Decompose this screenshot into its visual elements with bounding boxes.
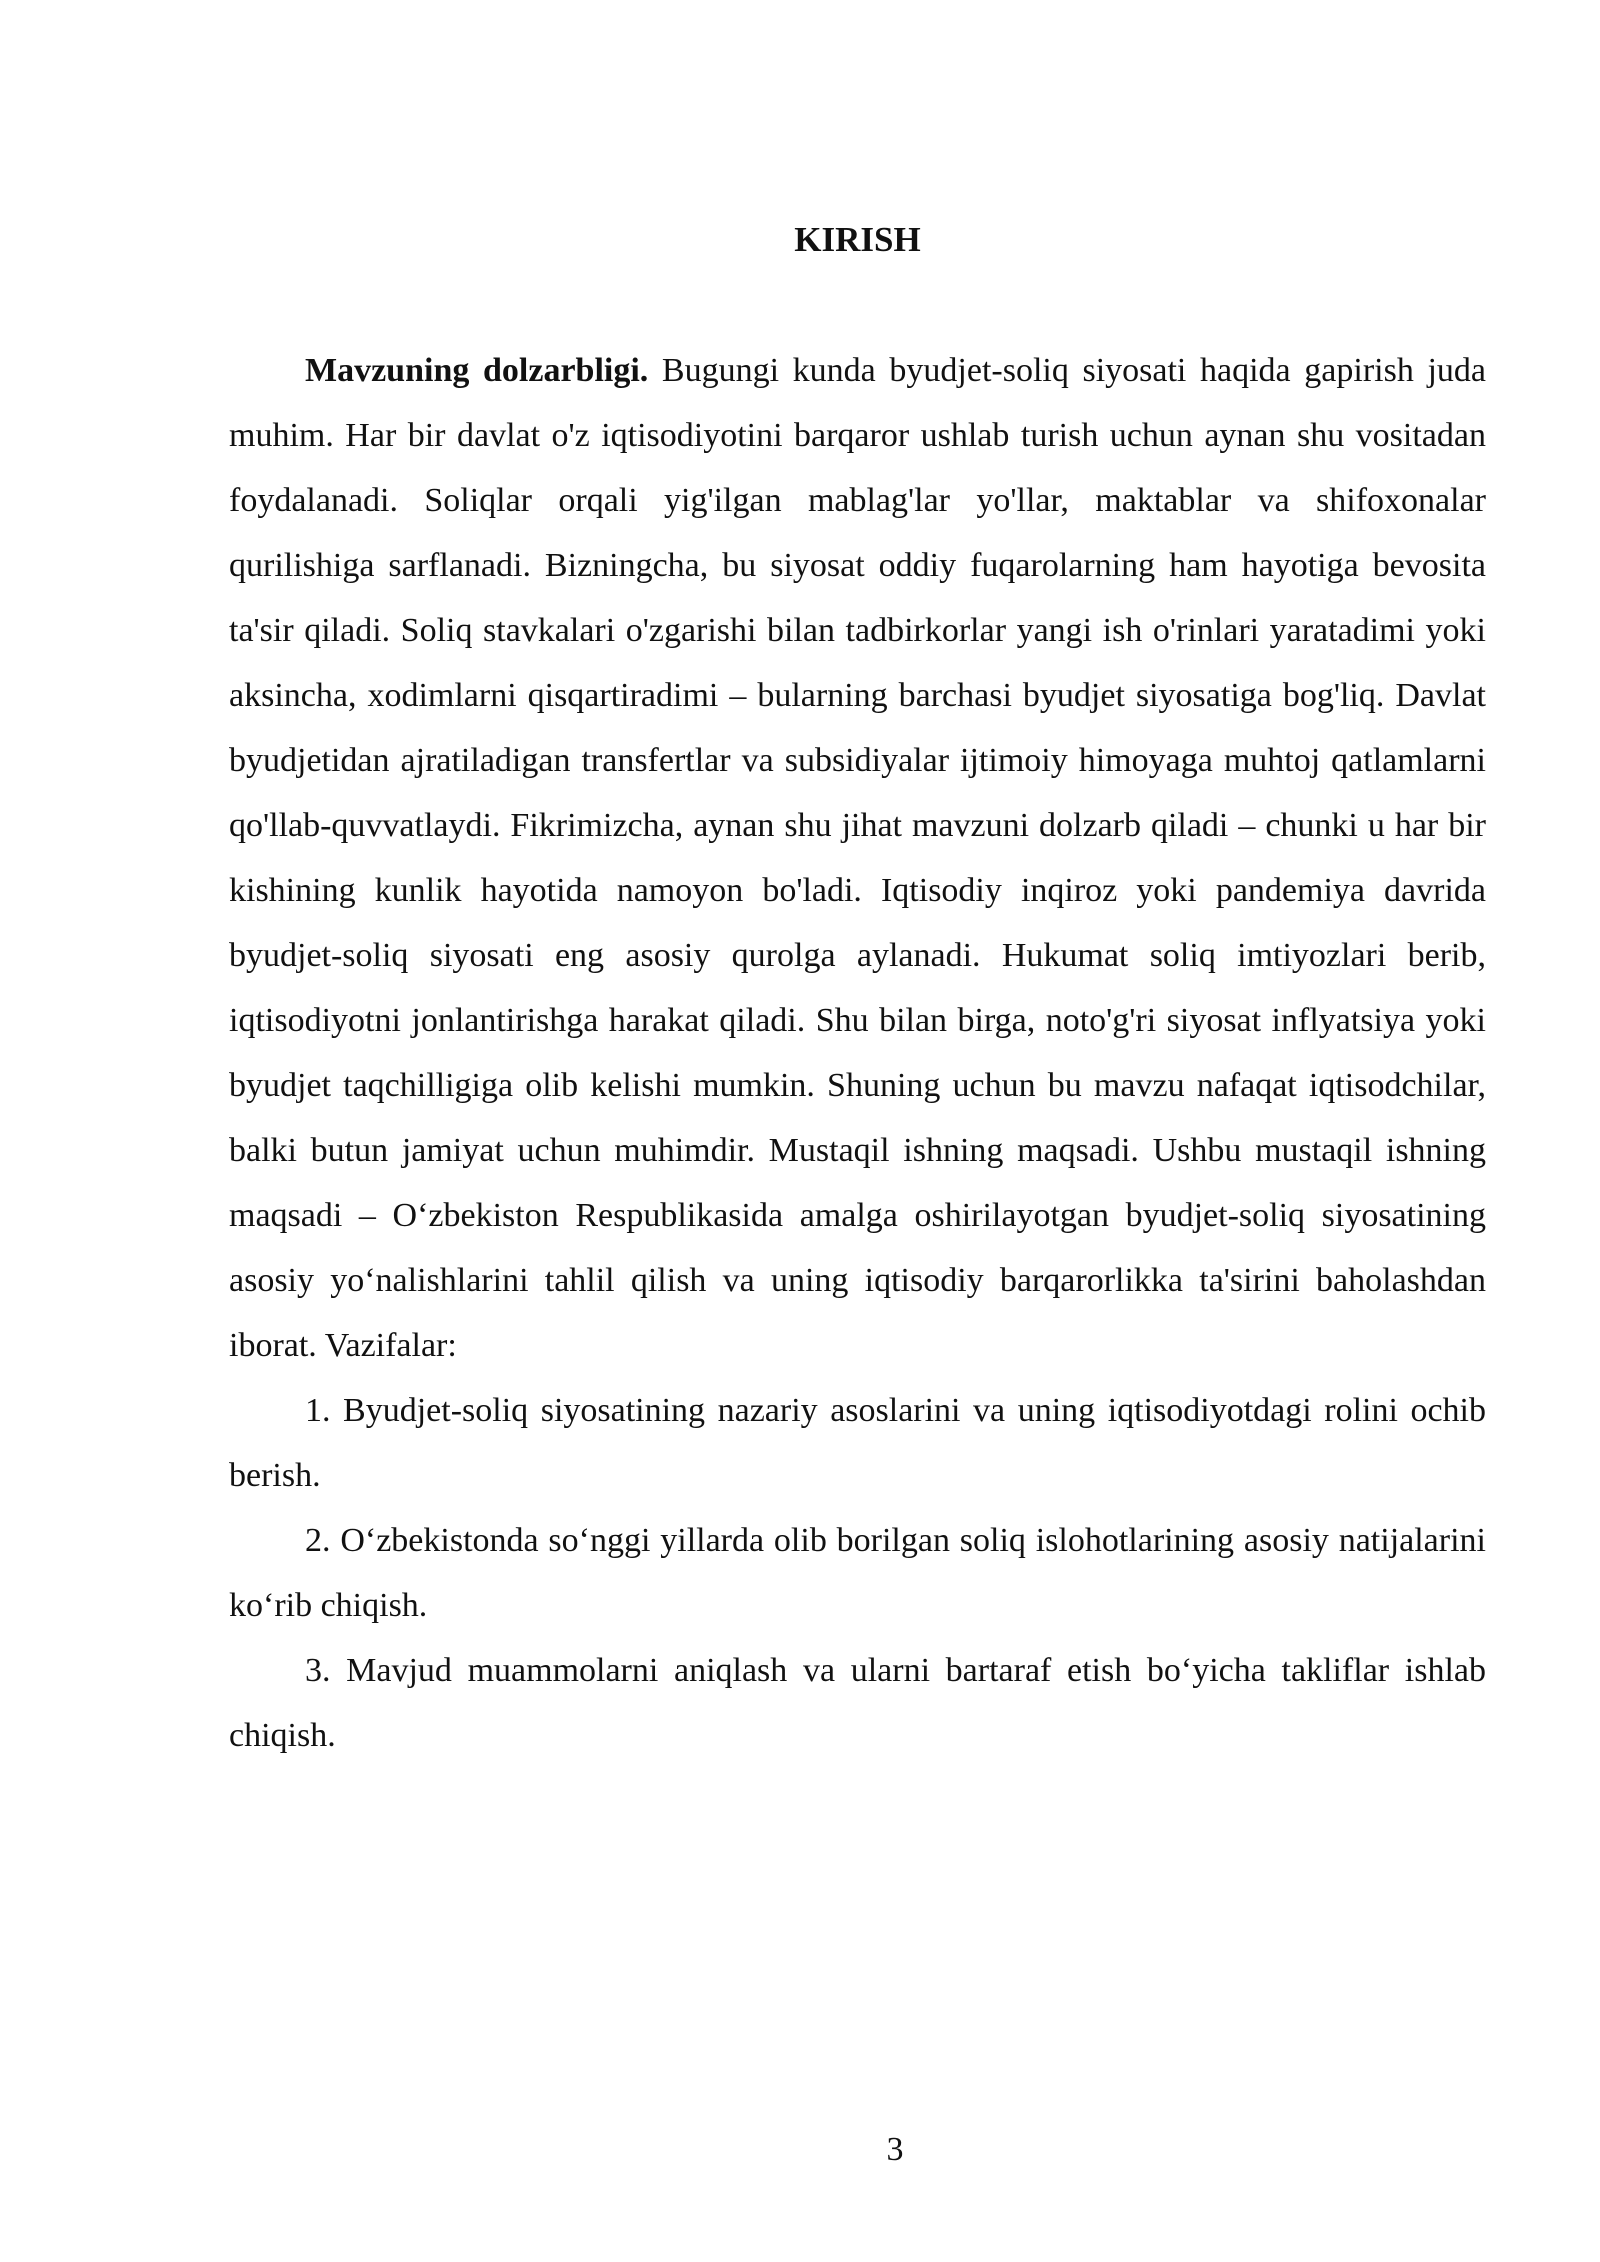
section-heading: KIRISH bbox=[794, 220, 921, 259]
intro-paragraph bbox=[229, 338, 1486, 1378]
body-text bbox=[229, 338, 1486, 1768]
task-item-3: 3. Mavjud muammolarni aniqlash va ularni bartaraf etish bo‘yicha takliflar ishlab chiqish. bbox=[229, 1652, 1486, 1754]
task-item-1: 1. Byudjet-soliq siyosatining nazariy asoslarini va uning iqtisodiyotdagi rolini ochib berish. bbox=[229, 1392, 1486, 1494]
intro-text: Bugungi kunda byudjet-soliq siyosati haqida gapirish juda muhim. Har bir davlat o'z iqtisodiyotini barqaror ushlab turish uchun aynan shu vositadan foydalanadi. Soliqlar orqali yig'ilgan mablag'lar yo'llar, maktablar va shifoxonalar qurilishiga sarflanadi. Bizningcha, bu siyosat oddiy fuqarolarning ham hayotiga bevosita ta'sir qiladi. Soliq stavkalari o'zgarishi bilan tadbirkorlar yangi ish o'rinlari yaratadimi yoki aksincha, xodimlarni qisqartiradimi – bularning barchasi byudjet siyosatiga bog'liq. Davlat byudjetidan ajratiladigan transfertlar va subsidiyalar ijtimoiy himoyaga muhtoj qatlamlarni qo'llab-quvvatlaydi. Fikrimizcha, aynan shu jihat mavzuni dolzarb qiladi – chunki u har bir kishining kunlik hayotida namoyon bo'ladi. Iqtisodiy inqiroz yoki pandemiya davrida byudjet-soliq siyosati eng asosiy qurolga aylanadi. Hukumat soliq imtiyozlari berib, iqtisodiyotni jonlantirishga harakat qiladi. Shu bilan birga, noto'g'ri siyosat inflyatsiya yoki byudjet taqchilligiga olib kelishi mumkin. Shuning uchun bu mavzu nafaqat iqtisodchilar, balki butun jamiyat uchun muhimdir. Mustaqil ishning maqsadi. Ushbu mustaqil ishning maqsadi – O‘zbekiston Respublikasida amalga oshirilayotgan byudjet-soliq siyosatining asosiy yo‘nalishlarini tahlil qilish va uning iqtisodiy barqarorlikka ta'sirini baholashdan iborat. Vazifalar: bbox=[229, 352, 1486, 1364]
intro-lead: Mavzuning dolzarbligi. bbox=[305, 352, 649, 389]
task-item-2: 2. O‘zbekistonda so‘nggi yillarda olib borilgan soliq islohotlarining asosiy natijalarini ko‘rib chiqish. bbox=[229, 1522, 1486, 1624]
page-number: 3 bbox=[886, 2131, 904, 2168]
